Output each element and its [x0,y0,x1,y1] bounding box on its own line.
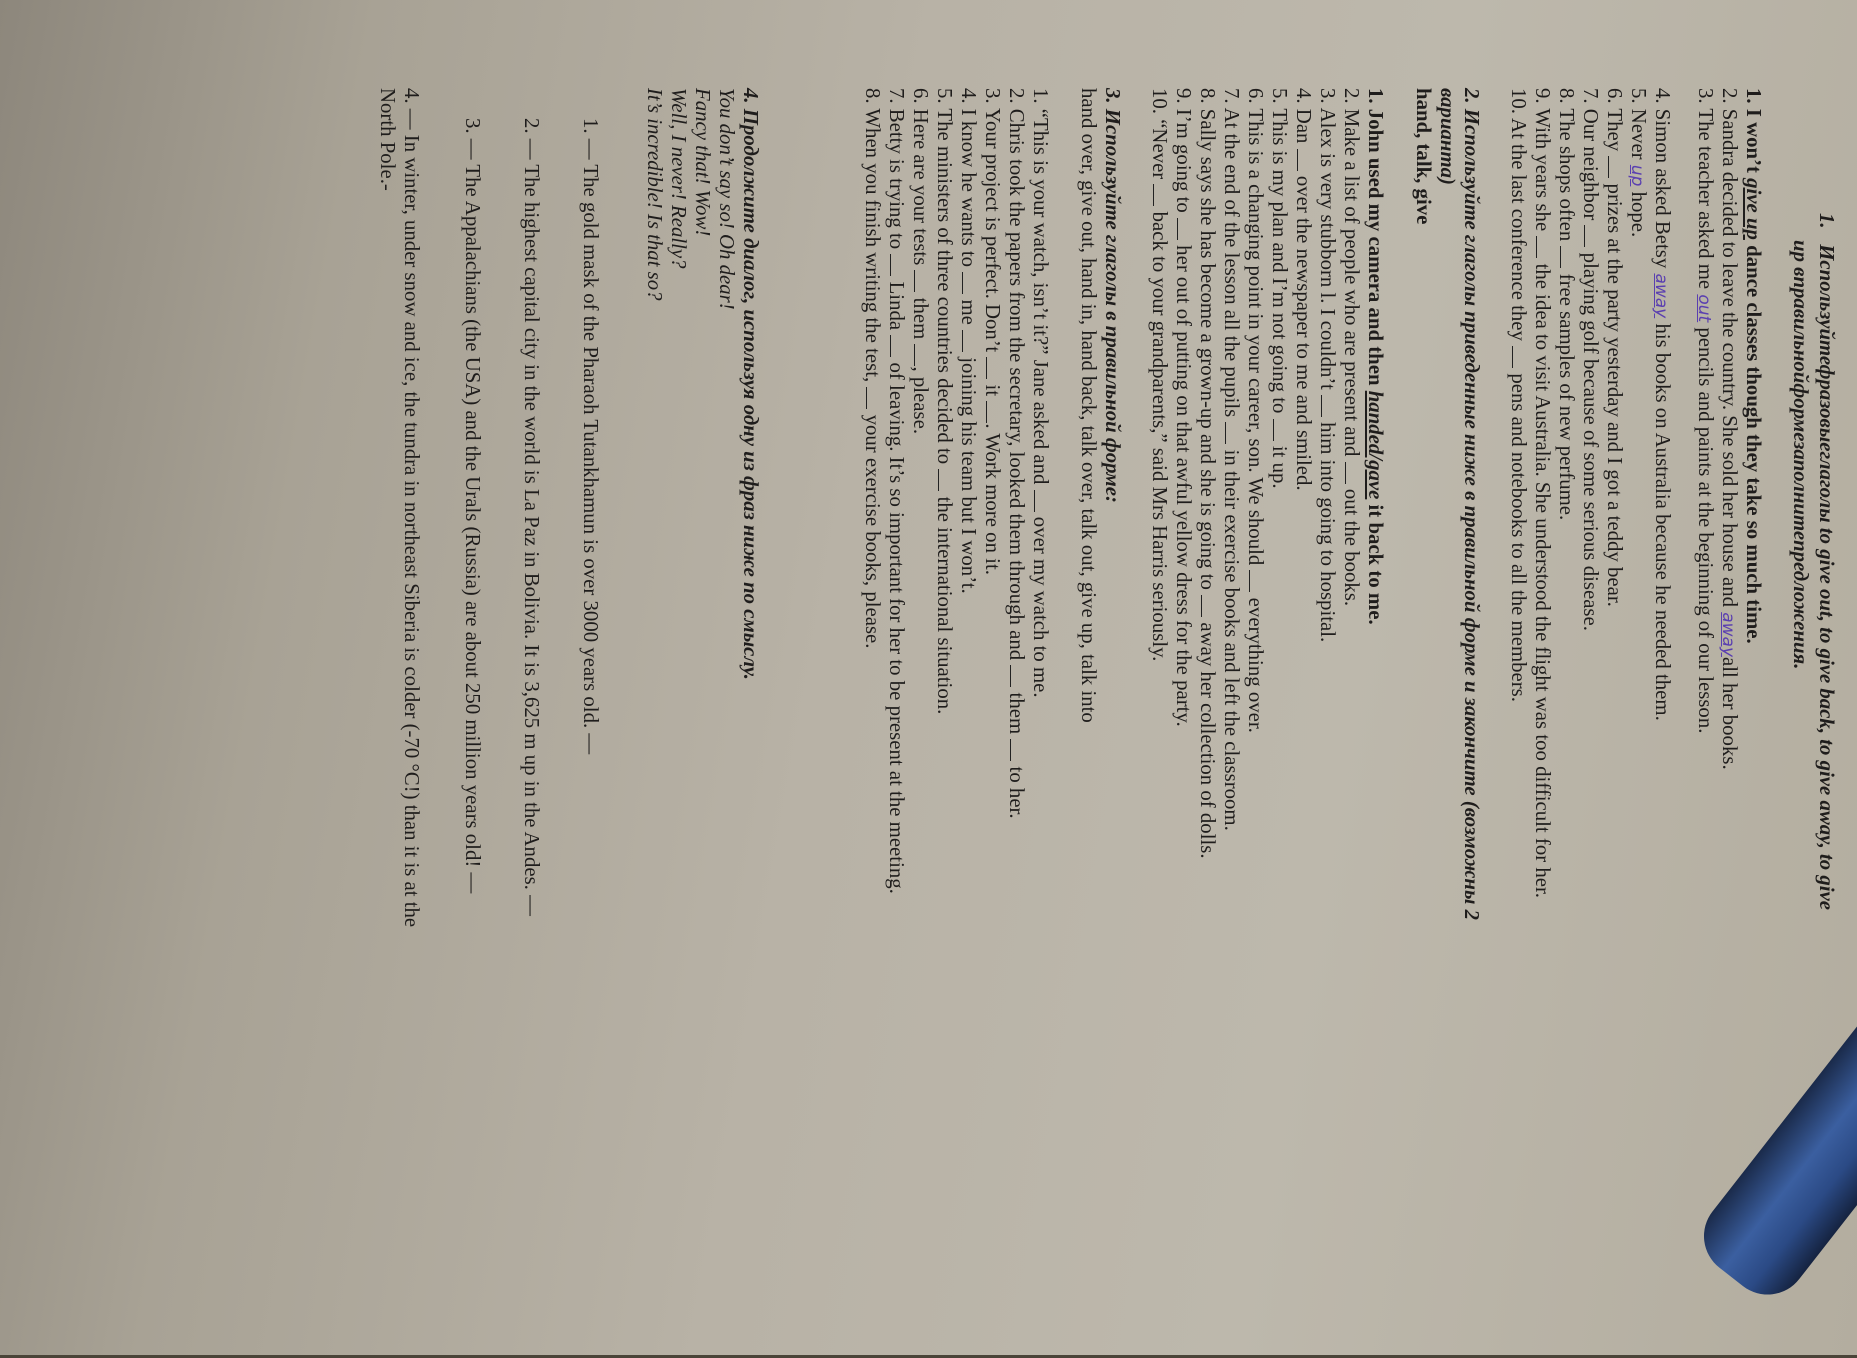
ex1-sentence-6 [1601,88,1626,607]
ex3-s2-end: to her. [1005,761,1028,819]
ex2-s4-end: over the newspaper to me and smiled. [1292,170,1315,491]
blank [1273,419,1288,441]
ex2-sentence-3 [1314,88,1339,642]
ex3-s6-end: , please. [909,366,932,435]
ex1-s3-handwritten: out [1694,294,1714,323]
ex2-sentence-6 [1242,88,1267,733]
ex1-title-text: Используйтефразовыеглаголы to give out, to give back, to give away, to give [1815,244,1838,910]
ex4-phrase-1: You don’t say so! Oh dear! [715,88,738,310]
ex3-sentence-7 [883,88,908,894]
ex4-phrase-2: Fancy that! Wow! [691,88,714,237]
ex3-s7-mid: Linda [885,276,908,336]
blank [1536,236,1551,258]
ex3-sentence-8 [859,88,884,649]
ex1-s1-answer: give up [1742,178,1765,240]
ex2-s9-end: her out of putting on that awful yellow dress for the party. [1172,239,1195,727]
ex2-s1-start: 1. John used my camera and then [1364,88,1387,391]
ex4-phrase-4: It’s incredible! Is that so? [643,88,666,301]
ex1-title-line2: up вправильнойформезаполнитепредложения. [1789,240,1812,670]
ex3-verbs: hand over, give out, hand in, hand back, talk over, talk out, give up, talk into [1077,88,1100,723]
ex3-s4-end: joining his team but I won’t. [957,352,980,594]
ex3-title: 3. Используйте глаголы в правильной форме: [1101,88,1124,503]
ex1-sentence-1 [1740,88,1765,644]
ex3-s6-start: 6. Here are your tests [909,88,932,271]
ex2-s9-start: 9. I’m going to [1172,88,1195,218]
ex3-s8-start: 8. When you finish writing the test, [861,88,884,388]
ex2-s3-end: him into going to hospital. [1316,416,1339,643]
ex2-s8-start: 8. Sally says she has become a grown-up and she is going to [1196,88,1219,596]
ex3-s1-end: over my watch to me. [1029,511,1052,698]
blank [1608,156,1623,178]
ex1-s9-end: the idea to visit Australia. She understood the flight was too difficult for her. [1531,258,1554,898]
blank [914,344,929,366]
ex3-s4-start: 4. I know he wants to [957,88,980,273]
ex3-sentence-4 [955,88,980,594]
ex3-s3-start: 3. Your project is perfect. Don’t [981,88,1004,358]
blank [1034,490,1049,512]
ex1-s4-end: his books on Australia because he needed them. [1651,318,1674,721]
ex2-sentence-1 [1362,88,1387,625]
ex3-s7-end: of leaving. It’s so important for her to be present at the meeting. [885,357,908,894]
ex4-dialog-2: 2. — The highest capital city in the world is La Paz in Bolivia. It is 3,625 m up in the Andes. — [520,118,543,916]
ex3-s3-mid: it [981,379,1004,402]
ex1-sentence-8 [1553,88,1578,520]
ex1-s3-start: 3. The teacher asked me [1694,88,1717,295]
ex1-s2-handwritten: away [1718,612,1738,658]
ex1-s6-start: 6. They [1603,88,1626,157]
ex1-s1-end: dance classes though they take so much time. [1742,239,1765,644]
ex1-s2-start: 2. Sandra decided to leave the country. She sold her house and [1718,88,1741,613]
ex1-s1-start: 1. I won’t [1742,88,1765,179]
ex3-s5-start: 5. The ministers of three countries decided to [933,88,956,470]
ex2-s5-end: it up. [1268,440,1291,489]
ex2-s2-start: 2. Make a list of people who are present and [1340,88,1363,462]
ex2-verbs: hand, talk, give [1412,88,1435,225]
ex1-sentence-5 [1624,88,1650,237]
blank [1010,665,1025,687]
ex4-dialog-1: 1. — The gold mask of the Pharaoh Tutankhamun is over 3000 years old. — [579,118,602,755]
blank [914,270,929,292]
blank [1560,246,1575,268]
ex3-s8-end: your exercise books, please. [861,409,884,649]
blank [986,357,1001,379]
ex3-sentence-6 [907,88,932,434]
blank [890,335,905,357]
ex2-sentence-2 [1338,88,1363,606]
ex3-s6-mid: them [909,292,932,345]
ex1-s7-start: 7. Our neighbor [1579,88,1602,226]
blank [1321,395,1336,417]
ex1-sentence-7 [1577,88,1602,631]
ex2-s6-end: everything over. [1244,592,1267,733]
blank [1249,570,1264,592]
ex1-sentence-10 [1505,88,1530,702]
ex1-sentence-9 [1529,88,1554,898]
ex1-s3-end: pencils and paints at the beginning of our lesson. [1694,322,1717,734]
ex2-s3-start: 3. Alex is very stubborn l. I couldn’t [1316,88,1339,395]
ex3-s2-start: 2. Chris took the papers from the secretary, looked them through and [1005,88,1028,666]
ex1-title-line1 [1813,213,1838,910]
ex3-sentence-5 [931,88,956,714]
blank [1153,184,1168,206]
blank [962,330,977,352]
ex2-title-line2: варианта) [1436,88,1459,185]
ex4-title: 4. Продолжите диалог, используя одну из фраз ниже по смыслу. [739,88,762,680]
ex2-s5-start: 5. This is my plan and I’m not going to [1268,88,1291,419]
ex3-sentence-3 [979,88,1004,575]
ex2-sentence-8 [1194,88,1219,859]
blank [890,254,905,276]
blank [1297,149,1312,171]
ex2-s2-end: out the books. [1340,483,1363,607]
ex2-s7-start: 7. At the end of the lesson all the pupils [1220,88,1243,423]
ex1-s6-end: prizes at the party yesterday and I got a teddy bear. [1603,178,1626,607]
ex3-s3-end: . Work more on it. [981,423,1004,575]
ex2-s4-start: 4. Dan [1292,88,1315,149]
ex1-sentence-3 [1691,88,1717,733]
ex2-s10-end: back to your grandparents,” said Mrs Harris seriously. [1148,206,1171,662]
ex2-sentence-5 [1266,88,1291,489]
ex1-number: 1. [1815,213,1838,229]
ex2-s1-answer: handed/gave [1364,390,1387,500]
ex4-phrase-3: Well, I never! Really? [667,88,690,269]
blank [962,272,977,294]
ex2-title-line1: 2. Используйте глаголы приведенные ниже в правильной форме и закончите (возможны 2 [1460,88,1483,920]
ex4-dialog-4-line1: 4. — In winter, under snow and ice, the tundra in northeast Siberia is colder (-70 °C!) than it is at the [400,88,423,928]
ex4-dialog-3: 3. — The Appalachians (the USA) and the Urals (Russia) are about 250 million years old! — [461,118,484,894]
ex2-s7-end: in their exercise books and left the classroom. [1220,444,1243,831]
blank [938,469,953,491]
ex1-s5-end: hope. [1627,186,1650,238]
ex3-s1-start: 1. “This is your watch, isn’t it?” Jane asked and [1029,88,1052,490]
blank [1345,462,1360,484]
ex1-s9-start: 9. With years she [1531,88,1554,237]
blank [1010,739,1025,761]
ex1-s2-end: all her books. [1718,657,1741,770]
ex1-s5-start: 5. Never [1627,88,1650,165]
blank [1201,595,1216,617]
ex3-s2-mid: them [1005,687,1028,740]
ex1-s4-handwritten: away [1651,273,1671,319]
ex1-s7-end: playing golf because of some serious disease. [1579,247,1602,631]
ex3-s5-end: the international situation. [933,491,956,715]
ex1-s10-end: pens and notebooks to all the members. [1507,368,1530,702]
ex2-s6-start: 6. This is a changing point in your career, son. We should [1244,88,1267,571]
blank [866,387,881,409]
blank [1584,225,1599,247]
ex2-s8-end: away her collection of dolls. [1196,617,1219,859]
ex1-sentence-2 [1715,88,1741,770]
ex2-sentence-4 [1290,88,1315,491]
ex2-s1-end: it back to me. [1364,499,1387,625]
ex1-s5-handwritten: up [1627,164,1647,187]
blank [986,401,1001,423]
ex2-sentence-7 [1218,88,1243,831]
ex2-s10-start: 10. “Never [1148,88,1171,185]
worksheet-page [38,8,1838,1358]
ex2-sentence-9 [1170,88,1195,727]
ex3-sentence-2 [1003,88,1028,819]
ex3-sentence-1 [1027,88,1052,698]
ex1-s8-end: free samples of new perfume. [1555,268,1578,521]
blank [1512,346,1527,368]
ex1-sentence-4 [1648,88,1674,721]
ex1-s4-start: 4. Simon asked Betsy [1651,88,1674,274]
blank [1177,218,1192,240]
ex3-s4-mid: me [957,294,980,331]
ex4-dialog-4-line2: North Pole.- [376,88,399,191]
ex1-s8-start: 8. The shops often [1555,88,1578,247]
ex1-s10-start: 10. At the last conference they [1507,88,1530,347]
ex2-sentence-10 [1146,88,1171,661]
blank [1225,422,1240,444]
ex3-s7-start: 7. Betty is trying to [885,88,908,255]
